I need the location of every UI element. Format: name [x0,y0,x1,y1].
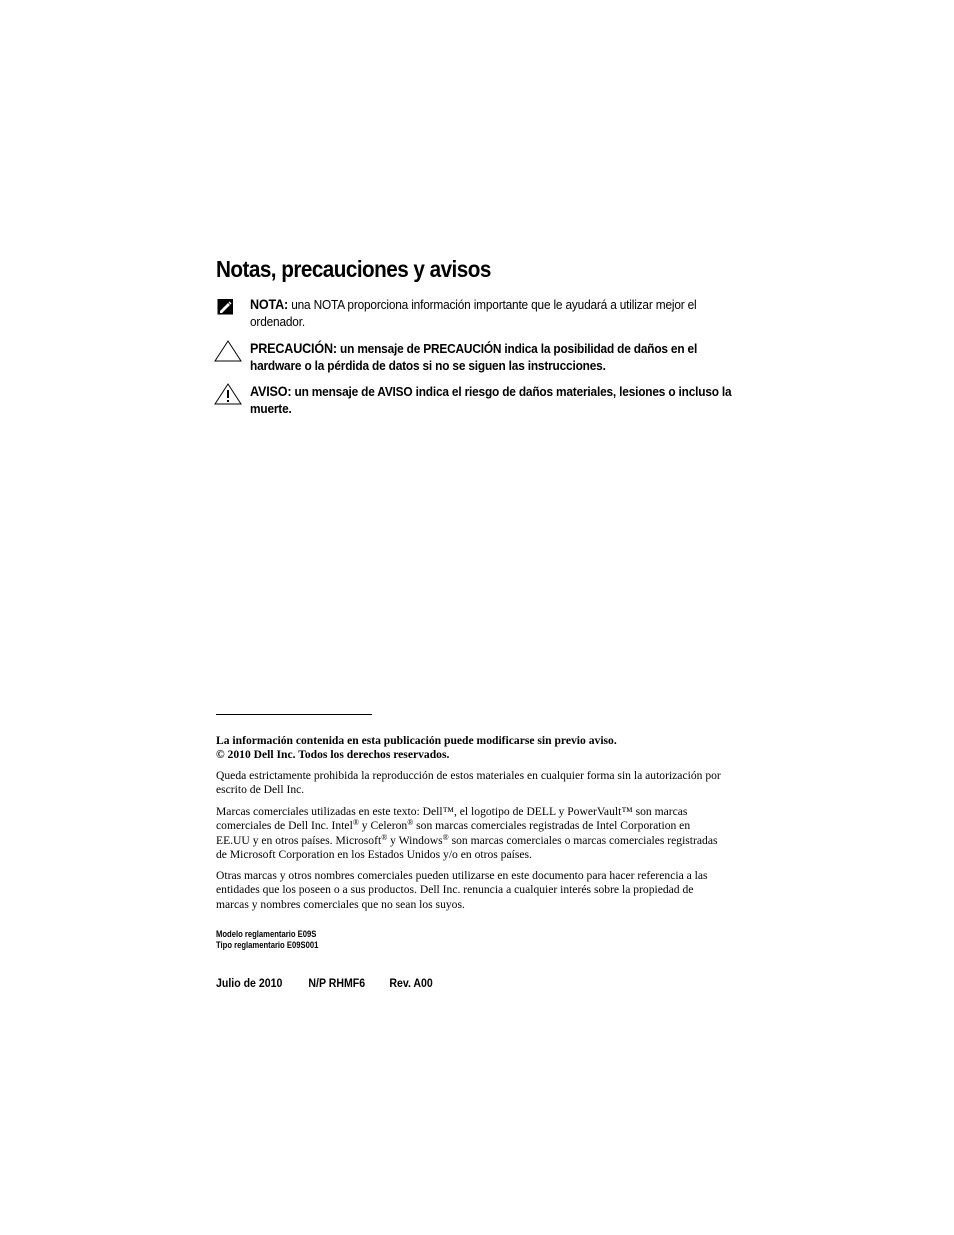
prohibition-text: Queda estrictamente prohibida la reproducción de estos materiales en cualquier forma sin la autorización por escrito de Dell Inc. [216,769,721,797]
warning-label: AVISO: [250,383,292,399]
trademarks-part-4: y Windows [387,833,443,847]
note-text [250,296,741,330]
trademarks-part-3: son marcas comerciales registradas de Intel Corporation en EE.UU y en otros países. Microsoft [216,819,691,847]
change-notice-line: La información contenida en esta publicación puede modificarse sin previo aviso. [216,734,617,747]
note-label: NOTA: [250,296,289,312]
caution-triangle-icon [214,340,242,367]
caution-label: PRECAUCIÓN: [250,340,337,356]
registered-mark: ® [381,832,388,842]
change-notice [216,734,726,763]
other-trademarks-text: Otras marcas y otros nombres comerciales pueden utilizarse en este documento para hacer referencia a las entidades que los poseen o a sus productos. Dell Inc. renuncia a cualquier interés sobre la propiedad de marcas y nombres comerciales que no sean los suyos. [216,869,708,911]
copyright-line: © 2010 Dell Inc. Todos los derechos reservados. [216,748,450,762]
trademarks-paragraph [216,805,726,863]
trademarks-text [216,805,726,863]
warning-exclamation-icon [214,383,242,410]
document-footer [216,976,433,990]
registered-mark: ® [442,832,449,842]
caution-body: un mensaje de PRECAUCIÓN indica la posibilidad de daños en el hardware o la pérdida de datos si no se siguen las instrucciones. [250,341,698,373]
footnote-divider [216,714,372,715]
regulatory-type: Tipo reglamentario E09S001 [216,940,319,950]
prohibition-paragraph [216,769,726,798]
note-body: una NOTA proporciona información importante que le ayudará a utilizar mejor el ordenador. [250,297,697,329]
warning-text [250,383,741,417]
registered-mark: ® [352,818,359,828]
other-trademarks-paragraph [216,869,726,912]
footer-revision: Rev. A00 [389,976,433,990]
trademarks-part-5: son marcas comerciales o marcas comerciales registradas de Microsoft Corporation en los Estados Unidos y/o en otros países. [216,833,718,862]
page-title: Notas, precauciones y avisos [216,256,491,282]
footer-part-number: N/P RHMF6 [308,976,366,990]
warning-body: un mensaje de AVISO indica el riesgo de daños materiales, lesiones o incluso la muerte. [250,384,732,416]
note-pencil-icon [214,296,236,323]
trademarks-part-1: Marcas comerciales utilizadas en este texto: Dell™, el logotipo de DELL y PowerVault™ son marcas comerciales de Dell Inc. Intel [216,805,688,833]
regulatory-model: Modelo reglamentario E09S [216,929,317,939]
caution-text [250,340,741,374]
footer-date: Julio de 2010 [216,976,283,990]
trademarks-part-2: y Celeron [358,819,408,833]
registered-mark: ® [407,818,414,828]
